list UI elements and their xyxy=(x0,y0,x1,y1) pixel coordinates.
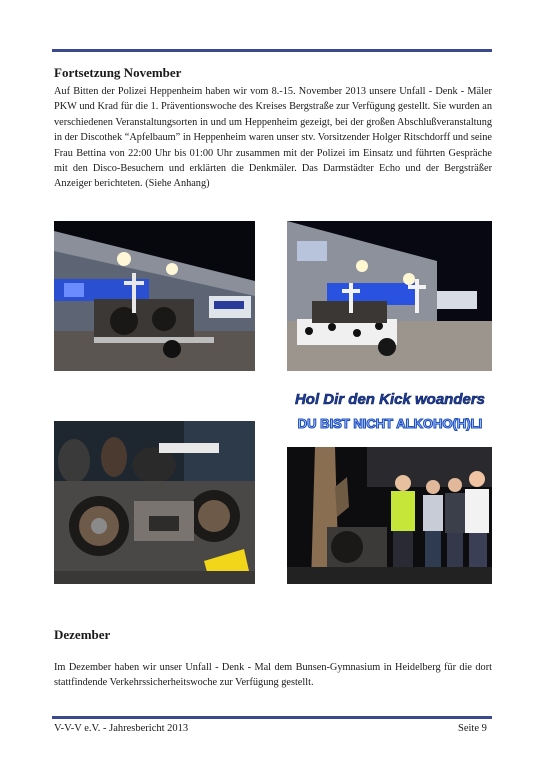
slogan-banner xyxy=(288,385,492,437)
paragraph-november: Auf Bitten der Polizei Heppenheim haben wir vom 8.-15. November 2013 unsere Unfall - Denk - Mäler PKW und Krad für die 1. Präventionswoche des Kreises Bergstraße zur Verfügung gestellt. Sie wurden an verschiedenen Veranstaltungsorten in und um Heppenheim gezeigt, bei der großen Abschlußveranstaltung in der Discothek “Apfelbaum” in Heppenheim waren unser stv. Vorsitzender Holger Ritschdorff und seine Frau Bettina von 22:00 Uhr bis 01:00 Uhr zusammen mit der Polizei im Einsatz und führten Gespräche mit den Disco-Besuchern und erklärten die Denkmäler. Das Darmstädter Echo und der Bergsträßer Anzeiger berichteten. (Siehe Anhang) xyxy=(54,86,492,190)
footer-title: V-V-V e.V. - Jahresbericht 2013 xyxy=(54,723,189,734)
slogan-line-2: DU BIST NICHT ALKOHO(H)LI xyxy=(297,416,483,431)
photo-trailer-night-2 xyxy=(287,221,492,371)
photo-motorcycle-wreck xyxy=(54,421,255,584)
page-number: Seite 9 xyxy=(458,723,487,734)
slogan-line-1: Hol Dir den Kick woanders xyxy=(294,391,486,408)
section-heading-december: Dezember xyxy=(54,627,111,642)
paragraph-december: Im Dezember haben wir unser Unfall - Denk - Mal dem Bunsen-Gymnasium in Heidelberg für die dort stattfindende Verkehrssicherheitswoche zur Verfügung gestellt. xyxy=(54,662,492,689)
section-heading-november: Fortsetzung November xyxy=(54,65,182,80)
footer-rule xyxy=(52,716,492,719)
photo-wreck-tree-people xyxy=(287,447,492,584)
photo-trailer-night-1 xyxy=(54,221,255,371)
header-rule xyxy=(52,49,492,52)
